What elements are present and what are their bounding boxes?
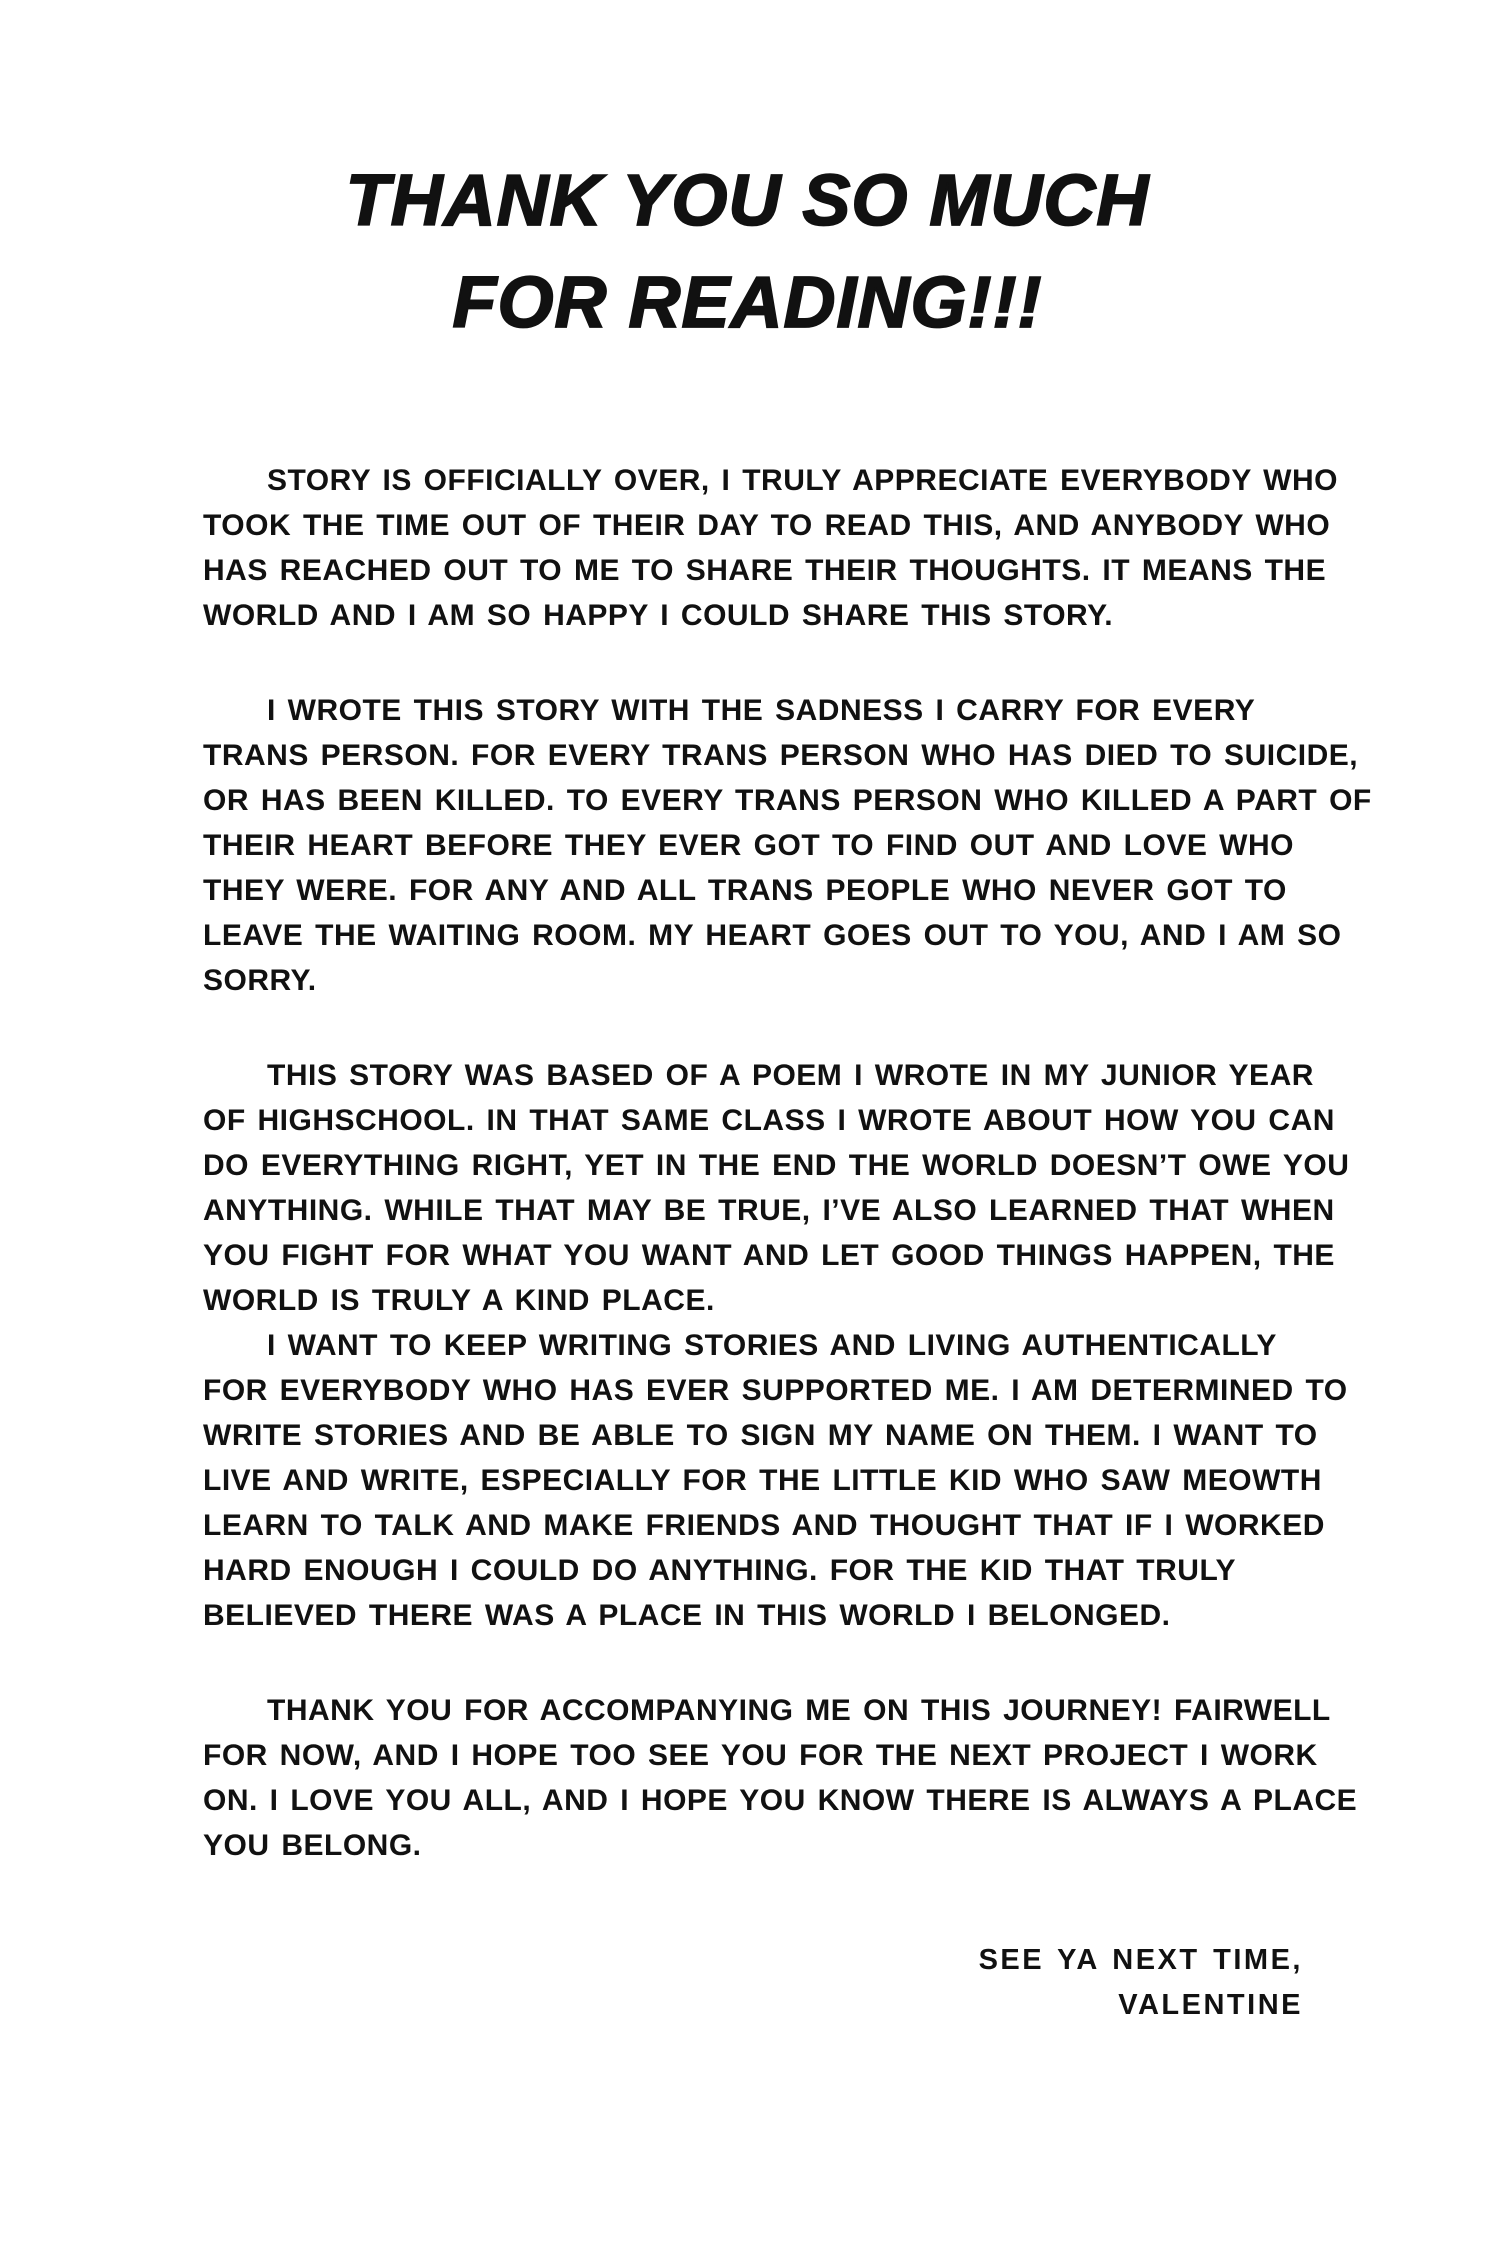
text-line: LEARN TO TALK AND MAKE FRIENDS AND THOUGHT THAT IF I WORKED bbox=[203, 1509, 1325, 1542]
text-line: THIS STORY WAS BASED OF A POEM I WROTE IN MY JUNIOR YEAR bbox=[267, 1059, 1314, 1092]
afterword-text bbox=[203, 458, 1372, 2028]
text-line: OR HAS BEEN KILLED. TO EVERY TRANS PERSON WHO KILLED A PART OF bbox=[203, 784, 1372, 817]
text-line: LEAVE THE WAITING ROOM. MY HEART GOES OUT TO YOU, AND I AM SO bbox=[203, 919, 1342, 952]
text-line: FOR NOW, AND I HOPE TOO SEE YOU FOR THE NEXT PROJECT I WORK bbox=[203, 1739, 1318, 1772]
text-line: STORY IS OFFICIALLY OVER, I TRULY APPRECIATE EVERYBODY WHO bbox=[267, 464, 1338, 497]
text-line: THEIR HEART BEFORE THEY EVER GOT TO FIND OUT AND LOVE WHO bbox=[203, 829, 1294, 862]
text-line: LIVE AND WRITE, ESPECIALLY FOR THE LITTLE KID WHO SAW MEOWTH bbox=[203, 1464, 1322, 1497]
text-line: WRITE STORIES AND BE ABLE TO SIGN MY NAME ON THEM. I WANT TO bbox=[203, 1419, 1318, 1452]
text-line: THANK YOU FOR ACCOMPANYING ME ON THIS JOURNEY! FAIRWELL bbox=[267, 1694, 1331, 1727]
text-line: THEY WERE. FOR ANY AND ALL TRANS PEOPLE WHO NEVER GOT TO bbox=[203, 874, 1287, 907]
text-line: WORLD AND I AM SO HAPPY I COULD SHARE THIS STORY. bbox=[203, 599, 1114, 632]
text-line: YOU BELONG. bbox=[203, 1829, 422, 1862]
page-title bbox=[0, 150, 1495, 354]
text-line: OF HIGHSCHOOL. IN THAT SAME CLASS I WROTE ABOUT HOW YOU CAN bbox=[203, 1104, 1335, 1137]
text-line: I WANT TO KEEP WRITING STORIES AND LIVING AUTHENTICALLY bbox=[267, 1329, 1277, 1362]
paragraph-2 bbox=[203, 688, 1372, 1003]
paragraph-3 bbox=[203, 1053, 1350, 1323]
signature-line-2: VALENTINE bbox=[1118, 1989, 1303, 2021]
page-title-line-2: FOR READING!!! bbox=[452, 263, 1043, 343]
text-line: SORRY. bbox=[203, 964, 317, 997]
text-line: TOOK THE TIME OUT OF THEIR DAY TO READ THIS, AND ANYBODY WHO bbox=[203, 509, 1331, 542]
text-line: I WROTE THIS STORY WITH THE SADNESS I CARRY FOR EVERY bbox=[267, 694, 1256, 727]
text-line: WORLD IS TRULY A KIND PLACE. bbox=[203, 1284, 715, 1317]
paragraph-5 bbox=[203, 1688, 1358, 1868]
signature-line-1: SEE YA NEXT TIME, bbox=[978, 1944, 1303, 1976]
signature bbox=[203, 1938, 1303, 2028]
text-line: DO EVERYTHING RIGHT, YET IN THE END THE WORLD DOESN’T OWE YOU bbox=[203, 1149, 1350, 1182]
text-line: ANYTHING. WHILE THAT MAY BE TRUE, I’VE ALSO LEARNED THAT WHEN bbox=[203, 1194, 1335, 1227]
page-title-line-1: THANK YOU SO MUCH bbox=[345, 161, 1150, 241]
text-line: HARD ENOUGH I COULD DO ANYTHING. FOR THE KID THAT TRULY bbox=[203, 1554, 1237, 1587]
text-line: FOR EVERYBODY WHO HAS EVER SUPPORTED ME. I AM DETERMINED TO bbox=[203, 1374, 1348, 1407]
paragraph-4 bbox=[203, 1323, 1348, 1638]
text-line: HAS REACHED OUT TO ME TO SHARE THEIR THOUGHTS. IT MEANS THE bbox=[203, 554, 1327, 587]
text-line: BELIEVED THERE WAS A PLACE IN THIS WORLD I BELONGED. bbox=[203, 1599, 1171, 1632]
text-line: ON. I LOVE YOU ALL, AND I HOPE YOU KNOW THERE IS ALWAYS A PLACE bbox=[203, 1784, 1358, 1817]
paragraph-1 bbox=[203, 458, 1338, 638]
text-line: YOU FIGHT FOR WHAT YOU WANT AND LET GOOD THINGS HAPPEN, THE bbox=[203, 1239, 1335, 1272]
text-line: TRANS PERSON. FOR EVERY TRANS PERSON WHO HAS DIED TO SUICIDE, bbox=[203, 739, 1359, 772]
